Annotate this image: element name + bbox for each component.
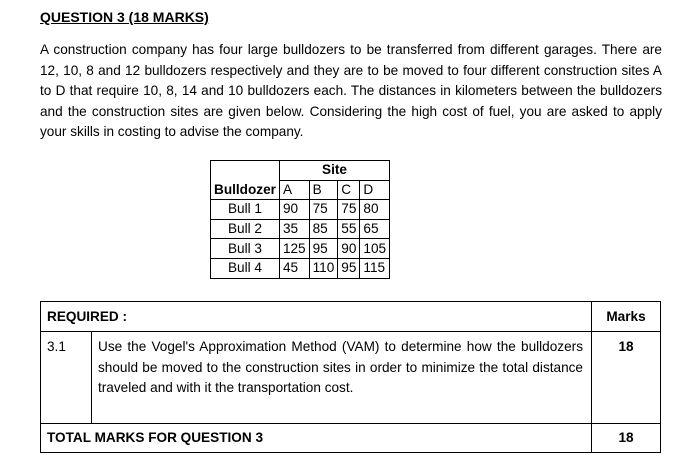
distance-cell: 45 xyxy=(279,258,309,278)
distance-table xyxy=(210,160,390,279)
distance-cell: 80 xyxy=(360,200,390,220)
distance-cell: 75 xyxy=(338,200,360,220)
table-row xyxy=(211,200,390,220)
distance-cell: 55 xyxy=(338,219,360,239)
required-header-row xyxy=(41,302,661,332)
bulldozer-label: Bull 3 xyxy=(211,239,280,259)
distance-cell: 95 xyxy=(338,258,360,278)
distance-cell: 125 xyxy=(279,239,309,259)
distance-cell: 35 xyxy=(279,219,309,239)
bulldozer-header: Bulldozer xyxy=(211,180,280,200)
distance-cell: 65 xyxy=(360,219,390,239)
question-title: QUESTION 3 (18 MARKS) xyxy=(40,9,209,25)
site-column-header: B xyxy=(309,180,338,200)
item-marks: 18 xyxy=(592,332,661,424)
distance-table-site-row xyxy=(211,161,390,181)
table-row xyxy=(211,219,390,239)
item-number: 3.1 xyxy=(41,332,92,424)
distance-cell: 95 xyxy=(309,239,338,259)
site-column-header: D xyxy=(360,180,390,200)
required-header: REQUIRED : xyxy=(41,302,592,332)
required-item-row xyxy=(41,332,661,424)
bulldozer-label: Bull 4 xyxy=(211,258,280,278)
bulldozer-label: Bull 2 xyxy=(211,219,280,239)
distance-cell: 75 xyxy=(309,200,338,220)
distance-table-corner-cell xyxy=(211,161,280,181)
distance-cell: 90 xyxy=(338,239,360,259)
question-intro-paragraph: A construction company has four large bulldozers to be transferred from different garages. There are 12, 10, 8 and 12 bulldozers respectively and they are to be moved to four different construction sites A to D that require 10, 8, 14 and 10 bulldozers each. The distances in kilometers between the bulldozers and the construction sites are given below. Considering the high cost of fuel, you are asked to apply your skills in costing to advise the company. xyxy=(40,42,662,139)
distance-cell: 105 xyxy=(360,239,390,259)
distance-cell: 85 xyxy=(309,219,338,239)
table-row xyxy=(211,239,390,259)
site-column-header: A xyxy=(279,180,309,200)
required-table xyxy=(40,301,661,453)
total-marks-row xyxy=(41,424,661,453)
distance-cell: 110 xyxy=(309,258,338,278)
bulldozer-label: Bull 1 xyxy=(211,200,280,220)
total-marks-label: TOTAL MARKS FOR QUESTION 3 xyxy=(41,424,592,453)
distance-cell: 90 xyxy=(279,200,309,220)
site-column-header: C xyxy=(338,180,360,200)
total-marks-value: 18 xyxy=(592,424,661,453)
item-text: Use the Vogel's Approximation Method (VAM) to determine how the bulldozers should be moved to the construction sites in order to minimize the total distance traveled and with it the transportation cost. xyxy=(92,332,592,424)
marks-header: Marks xyxy=(592,302,661,332)
table-row xyxy=(211,258,390,278)
distance-table-column-header-row xyxy=(211,180,390,200)
site-header: Site xyxy=(279,161,389,181)
distance-cell: 115 xyxy=(360,258,390,278)
